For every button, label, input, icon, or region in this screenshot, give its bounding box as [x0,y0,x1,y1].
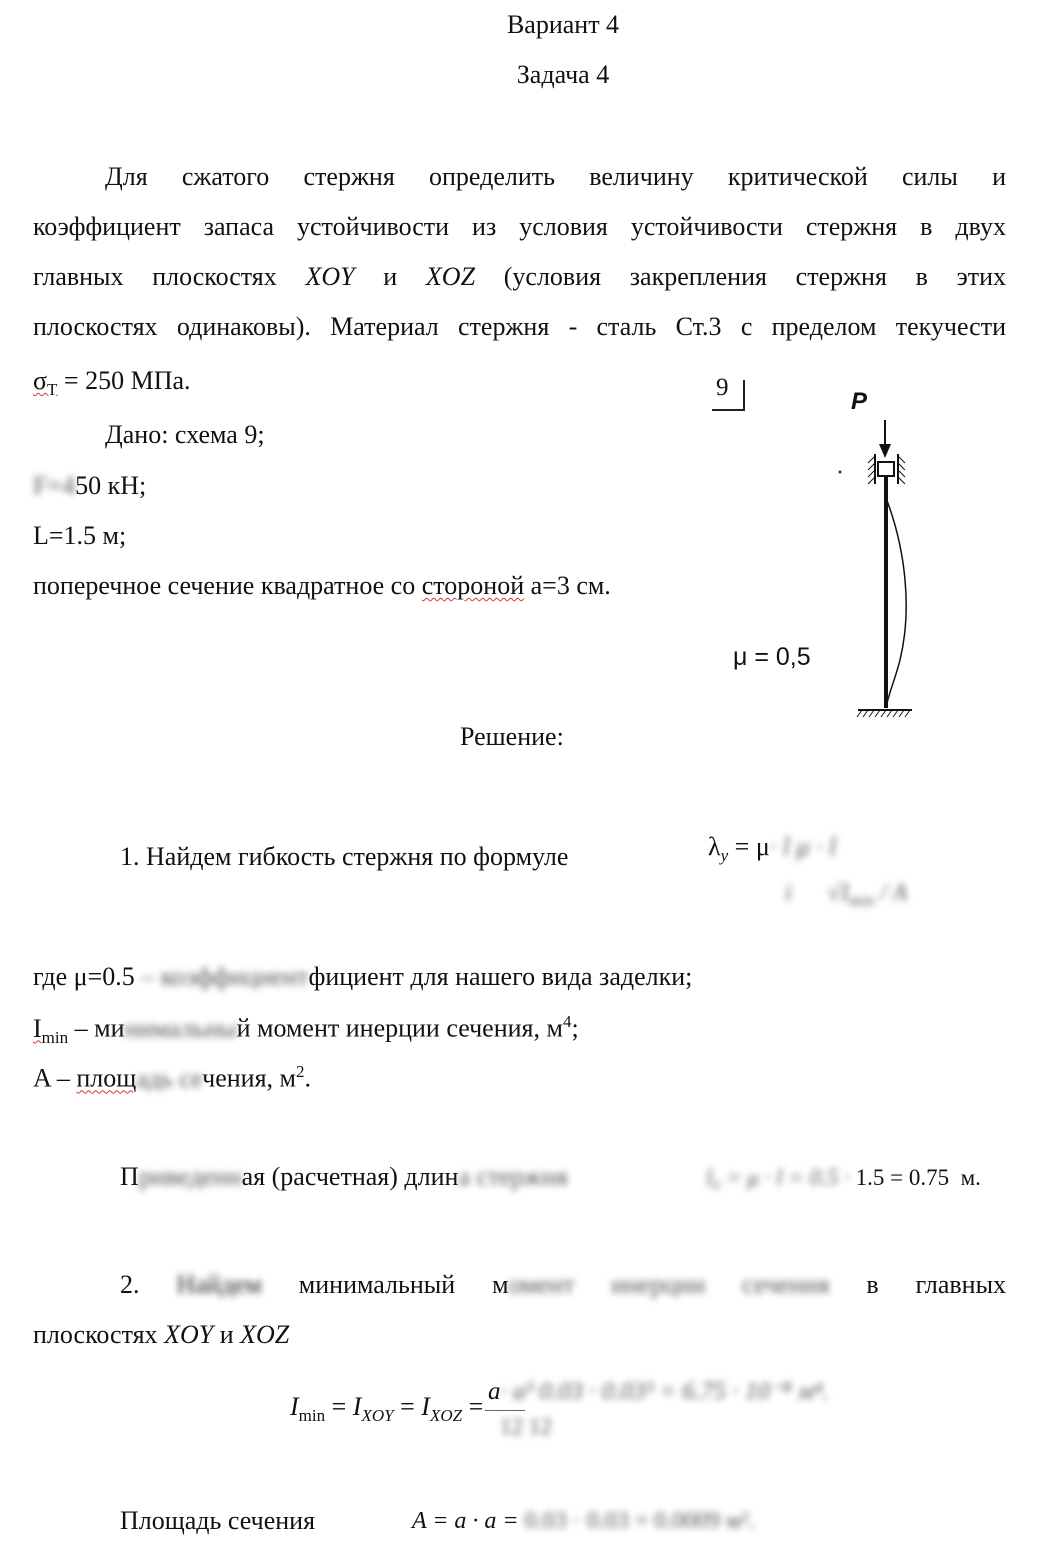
step-2-line-1: 2. Найдем минимальный момент инерции сечения в главных [120,1270,1007,1299]
step-2-line-2: плоскостях XOY и XOZ [33,1320,290,1349]
plane-xoz: XOZ [425,262,476,291]
slenderness-denominator: i $√I_{min}$ / A [785,880,908,910]
variant-title: Вариант 4 [506,10,620,39]
problem-line-4: плоскостях одинаковы). Материал стержня - сталь Ст.3 с пределом текучести [33,312,1006,341]
inertia-fraction-bar [485,1410,525,1411]
dot-mark [839,471,842,474]
slenderness-formula: $\lambda_y = \mu\cdot l$ μ · l [708,832,837,866]
reduced-length-formula: l₀ = μ · l = 0.5 · 1.5 = 0.75 м. [706,1165,981,1190]
given-force: F=450 кН; [33,471,147,500]
where-imin: $I_{min}$ – минимальный момент инерции сечения, $м^4$; [33,1012,579,1047]
where-mu: где μ=0.5 – коэффициентфициент для нашего вида заделки; [33,962,693,991]
buckling-shape [886,498,906,708]
inertia-formula-denominator: 12 12 [500,1414,552,1439]
step-1-text: 1. Найдем гибкость стержня по формуле [120,842,569,871]
reduced-length-text: Приведенная (расчетная) длина стержня [120,1162,568,1191]
yield-stress: $\sigma_Т = 250$ МПа. [33,366,191,400]
given-section: поперечное сечение квадратное со стороной a=3 см. [33,571,611,600]
area-formula: A = a · a = 0.03 · 0.03 = 0.0009 м². [412,1508,755,1534]
scheme-number: 9 [716,374,729,401]
solution-heading: Решение: [460,722,564,751]
fixed-base [857,710,912,717]
task-title: Задача 4 [516,60,610,89]
area-label: Площадь сечения [120,1506,316,1535]
sigma-symbol: $\sigma_Т$ [33,366,58,400]
and-text: и [383,262,398,291]
inertia-formula-numerator: a· a³ 0.03 · 0.03³ = 6.75 · 10⁻⁸ м⁴. [488,1378,829,1405]
conditions-text: (условия закрепления стержня в этих [503,262,1007,291]
load-label: P [851,388,868,415]
problem-line-3 [33,262,1006,292]
mu-label: μ = 0,5 [733,643,811,671]
where-area: A – площадь сечения, $м^2$. [33,1062,312,1093]
plane-text: главных плоскостях [33,262,277,291]
given-length: L=1.5 м; [33,521,127,550]
inertia-formula: $I_{min} = I_{XOY} = I_{XOZ}$ = [290,1392,484,1426]
problem-line-2: коэффициент запаса устойчивости из условия устойчивости стержня в двух [33,212,1006,241]
force-hidden: F=4 [33,471,76,500]
given-scheme: Дано: схема 9; [105,420,265,449]
problem-line-1: Для сжатого стержня определить величину критической силы и [105,162,1006,191]
scheme-9-figure [700,380,960,730]
load-arrow [879,420,891,458]
plane-xoy: XOY [305,262,355,291]
scheme-number-bracket [712,380,744,410]
